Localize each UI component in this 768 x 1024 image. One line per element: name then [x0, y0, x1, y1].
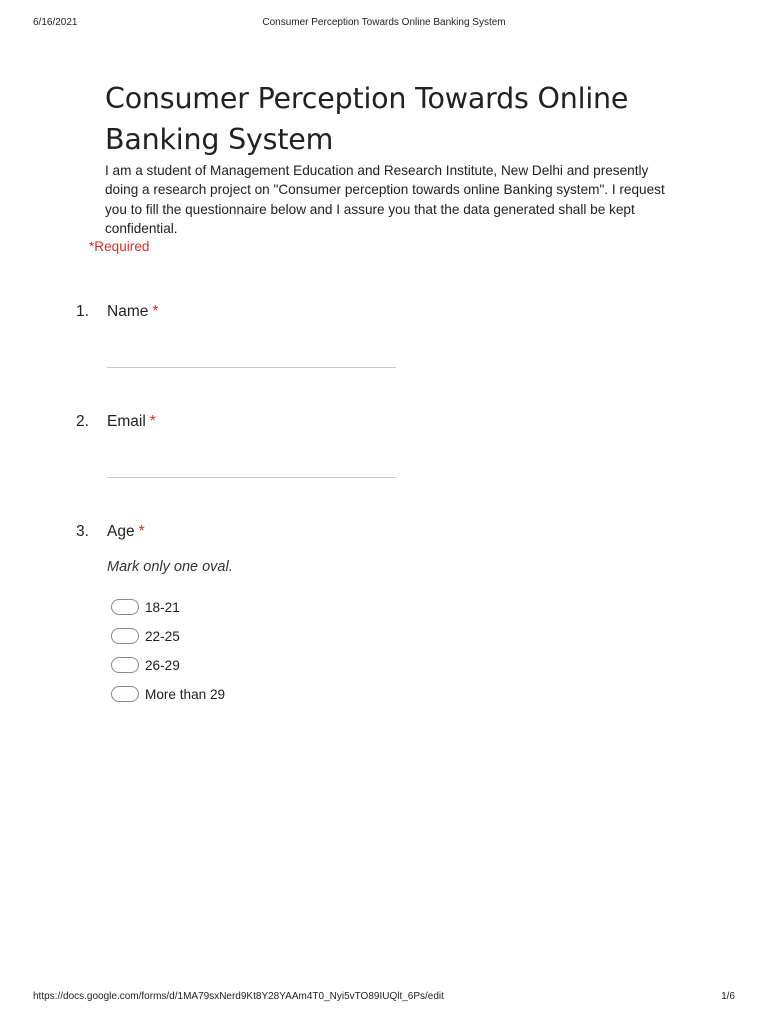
question-title: [107, 303, 158, 321]
option-label: 26-29: [145, 657, 180, 673]
option-label: 18-21: [145, 599, 180, 615]
print-date: 6/16/2021: [33, 17, 78, 28]
option-label: More than 29: [145, 686, 226, 702]
age-option-26-29[interactable]: [111, 655, 180, 675]
print-header: [0, 17, 768, 31]
print-page-number: 1/6: [721, 991, 735, 1002]
question-hint: Mark only one oval.: [107, 559, 233, 575]
question-title: [107, 413, 156, 431]
radio-oval-icon[interactable]: [111, 628, 139, 644]
radio-oval-icon[interactable]: [111, 657, 139, 673]
required-asterisk: *: [138, 523, 145, 540]
option-label: 22-25: [145, 628, 180, 644]
radio-oval-icon[interactable]: [111, 599, 139, 615]
question-title-text: Email: [107, 413, 146, 430]
print-document-title: Consumer Perception Towards Online Banking System: [262, 17, 506, 28]
question-number: 2.: [76, 413, 89, 430]
age-option-22-25[interactable]: [111, 626, 180, 646]
age-option-more-than-29[interactable]: [111, 684, 225, 704]
question-title-text: Name: [107, 303, 149, 320]
form-title: Consumer Perception Towards Online Banking System: [105, 82, 629, 156]
age-option-18-21[interactable]: [111, 597, 180, 617]
form-description: I am a student of Management Education and Research Institute, New Delhi and presently doing a research project on "Consumer perception towards online Banking system". I request you to fill the questionnaire below and I assure you that the data generated shall be kept confidential.: [105, 163, 665, 237]
required-asterisk: *: [152, 303, 159, 320]
question-title: [107, 523, 145, 541]
print-url: https://docs.google.com/forms/d/1MA79sxNerd9Kt8Y28YAAm4T0_Nyi5vTO89IUQlt_6Ps/edit: [33, 991, 444, 1002]
email-answer-field[interactable]: [107, 477, 396, 478]
name-answer-field[interactable]: [107, 367, 396, 368]
question-number: 3.: [76, 523, 89, 540]
question-number: 1.: [76, 303, 89, 320]
print-footer: [0, 991, 768, 1005]
question-title-text: Age: [107, 523, 135, 540]
required-note: *Required: [89, 239, 150, 254]
radio-oval-icon[interactable]: [111, 686, 139, 702]
required-asterisk: *: [149, 413, 156, 430]
